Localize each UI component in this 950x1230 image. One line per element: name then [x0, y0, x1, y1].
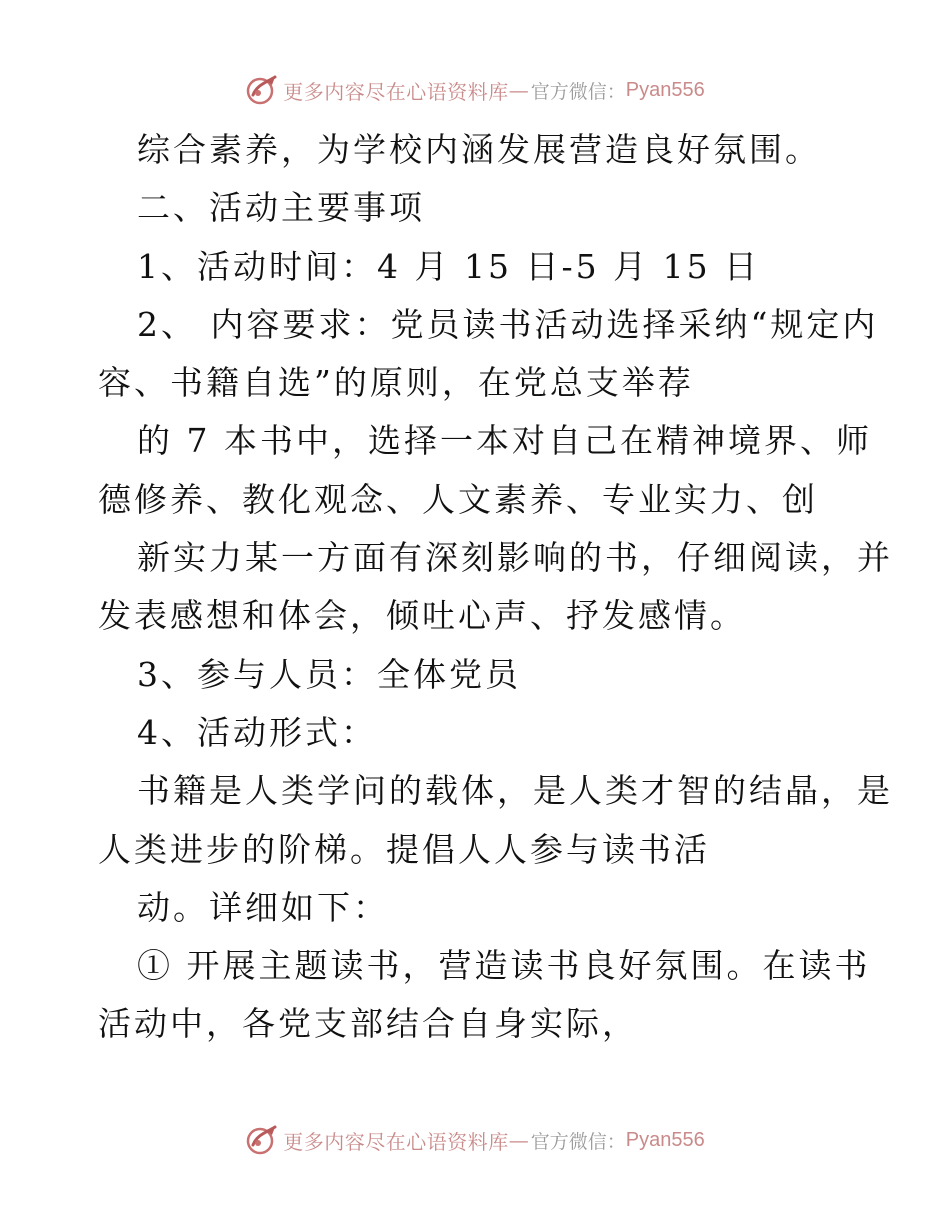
text-line: ① 开展主题读书，营造读书良好氛围。在读书	[137, 946, 871, 986]
text-line: 人类进步的阶梯。提倡人人参与读书活	[98, 829, 710, 869]
watermark-dash: —	[508, 78, 529, 102]
text-line: 发表感想和体会，倾吐心声、抒发感情。	[98, 596, 746, 636]
section-heading: 二、活动主要事项	[137, 188, 425, 228]
watermark-text: 更多内容尽在心语资料库	[283, 79, 509, 104]
text-line: 活动中，各党支部结合自身实际，	[98, 1004, 638, 1044]
text-line: 2、 内容要求：党员读书活动选择采纳“规定内	[137, 304, 879, 344]
watermark-separator: ：	[606, 80, 626, 103]
text-line: 动。详细如下：	[137, 887, 389, 927]
watermark-header	[0, 68, 950, 112]
watermark-label: 官方微信	[530, 80, 607, 103]
body-text	[98, 121, 893, 1054]
text-line: 的 7 本书中，选择一本对自己在精神境界、师	[137, 421, 872, 461]
watermark-footer	[0, 1118, 950, 1162]
text-line: 4、活动形式：	[137, 712, 377, 752]
text-line: 1、活动时间：4 月 15 日-5 月 15 日	[137, 246, 761, 286]
text-line: 德修养、教化观念、人文素养、专业实力、创	[98, 479, 818, 519]
watermark-separator: ：	[606, 1130, 626, 1153]
watermark-wechat-id: Pyan556	[625, 78, 705, 101]
pen-logo-icon	[245, 73, 279, 107]
text-line: 书籍是人类学问的载体，是人类才智的结晶，是	[137, 771, 893, 811]
pen-logo-icon	[245, 1123, 279, 1157]
text-line: 3、参与人员：全体党员	[137, 654, 521, 694]
text-line: 容、书籍自选”的原则，在党总支举荐	[98, 363, 694, 403]
text-line: 新实力某一方面有深刻影响的书，仔细阅读，并	[137, 538, 893, 578]
watermark-wechat-id: Pyan556	[625, 1128, 705, 1151]
text-line: 综合素养，为学校内涵发展营造良好氛围。	[137, 130, 821, 169]
watermark-label: 官方微信	[530, 1130, 607, 1153]
watermark-text: 更多内容尽在心语资料库	[283, 1129, 509, 1154]
watermark-dash: —	[508, 1128, 529, 1152]
